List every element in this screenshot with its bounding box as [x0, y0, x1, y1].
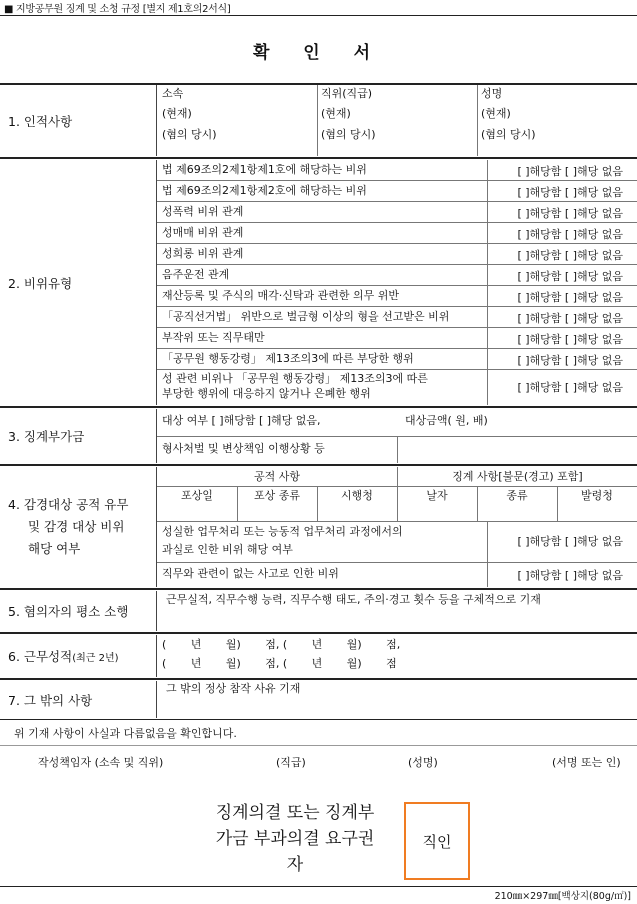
checkbox-group[interactable]: [ ]해당함 [ ]해당 없음: [517, 354, 623, 367]
section-conduct: [0, 591, 637, 631]
section-label: 6. 근무성적 (최근 2년): [0, 635, 157, 677]
section-mitigation: 4. 감경대상 공적 유무 및 감경 대상 비위 해당 여부 공적 사항 징계 사항[불문(경고) 포함] 포상일 포상 종류 시행청 날자 종류 발령청 성실한 업무처리 또는 능동적 업무처리 과정에서의 과실로 인한 비위 해당 여부 [ ]해당함 [ ]해당 없음 직무와 관련이 없는 사고로 인한 비위 [ ]해당함 [ ]해당 없음: [0, 467, 637, 587]
performance-row-2[interactable]: ( 년 월) 점, ( 년 월) 점: [162, 657, 397, 670]
confirm-statement: 위 기재 사항이 사실과 다름없음을 확인합니다.: [14, 727, 237, 740]
checkbox-group[interactable]: [ ]해당함 [ ]해당 없음: [517, 569, 623, 582]
section-personal-info: 1. 인적사항 소속 (현재) (혐의 당시) 직위(직급) (현재) (혐의 당시) 성명 (현재) (혐의 당시): [0, 85, 637, 156]
section-surcharge: 3. 징계부가금 대상 여부 [ ]해당함 [ ]해당 없음, 대상금액( 원, 배) 형사처벌 및 변상책임 이행상황 등: [0, 409, 637, 463]
form-header: ■ 지방공무원 징계 및 소청 규정 [별지 제1호의2서식]: [4, 4, 231, 15]
section-misconduct-type: 2. 비위유형 법 제69조의2제1항제1호에 해당하는 비위 [ ]해당함 [ ]해당 없음 법 제69조의2제1항제2호에 해당하는 비위 [ ]해당함 [ ]해당 없음 성폭력 비위 관계 [ ]해당함 [ ]해당 없음 성매매 비위 관계 [ ]해당함 [ ]해당 없음 성희롱 비위 관계 [ ]해당함 [ ]해당 없음 음주운전 관계 [ ]해당함 [ ]해당 없음 재산등록 및 주식의 매각·신탁과 관련한 의무 위반 [ ]해당함 [ ]해당 없음 「공직선거법」 위반으로 벌금형 이상의 형을 선고받은 비위 [ ]해당함 [ ]해당 없음 부작위 또는 직무태만 [ ]해당함 [ ]해당 없음 「공무원 행동강령」 제13조의3에 따른 부당한 행위 [ ]해당함 [ ]해당 없음 성 관련 비위나 「공무원 행동강령」 제13조의3에 따른 부당한 행위에 대응하지 않거나 은폐한 행위 [ ]해당함 [ ]해당 없음: [0, 160, 637, 405]
col-name: 성명: [481, 87, 503, 100]
section-label: 2. 비위유형: [0, 160, 157, 405]
signer-label: 작성책임자 (소속 및 직위): [38, 756, 164, 769]
checkbox-group[interactable]: [ ]해당함 [ ]해당 없음: [517, 291, 623, 304]
checkbox-group[interactable]: [ ]해당함 [ ]해당 없음: [517, 228, 623, 241]
requester-title: 징계의결 또는 징계부 가금 부과의결 요구권 자: [215, 803, 375, 875]
section-label: 5. 혐의자의 평소 소행: [0, 591, 157, 631]
section-performance: [0, 635, 637, 677]
col-position: 직위(직급): [321, 87, 373, 100]
checkbox-group[interactable]: [ ]해당함 [ ]해당 없음: [517, 312, 623, 325]
section-other: [0, 681, 637, 718]
checkbox-group[interactable]: [ ]해당함 [ ]해당 없음: [517, 270, 623, 283]
other-field[interactable]: 그 밖의 정상 참작 사유 기재: [166, 682, 301, 695]
amount-field[interactable]: 대상금액( 원, 배): [405, 414, 488, 427]
checkbox-group[interactable]: [ ]해당함 [ ]해당 없음: [517, 333, 623, 346]
section-label: 3. 징계부가금: [0, 409, 157, 463]
conduct-field[interactable]: 근무실적, 직무수행 능력, 직무수행 태도, 주의·경고 횟수 등을 구체적으로 기재: [166, 593, 541, 606]
page-title: 확 인 서: [252, 43, 385, 63]
signer-grade[interactable]: (직급): [276, 756, 306, 769]
seal-label: 직인: [422, 832, 452, 851]
checkbox-group[interactable]: [ ]해당함 [ ]해당 없음: [517, 535, 623, 548]
checkbox-group[interactable]: [ ]해당함 [ ]해당 없음: [517, 249, 623, 262]
checkbox-group[interactable]: [ ]해당함 [ ]해당 없음: [517, 207, 623, 220]
signer-signature[interactable]: (서명 또는 인): [552, 756, 621, 769]
section-label: 1. 인적사항: [0, 85, 157, 156]
paper-spec: 210㎜×297㎜[백상지(80g/㎡)]: [494, 891, 631, 902]
signer-name[interactable]: (성명): [408, 756, 438, 769]
checkbox-group[interactable]: [ ]해당함 [ ]해당 없음: [517, 381, 623, 394]
checkbox-group[interactable]: [ ]해당함 [ ]해당 없음: [517, 186, 623, 199]
section-label: 4. 감경대상 공적 유무 및 감경 대상 비위 해당 여부: [0, 467, 157, 587]
header-rule: [0, 15, 637, 16]
official-seal-box[interactable]: [404, 802, 470, 880]
col-affiliation: 소속: [162, 87, 184, 100]
section-label: 7. 그 밖의 사항: [0, 681, 157, 718]
checkbox-group[interactable]: [ ]해당함 [ ]해당 없음: [517, 165, 623, 178]
performance-row-1[interactable]: ( 년 월) 점, ( 년 월) 점,: [162, 638, 401, 651]
